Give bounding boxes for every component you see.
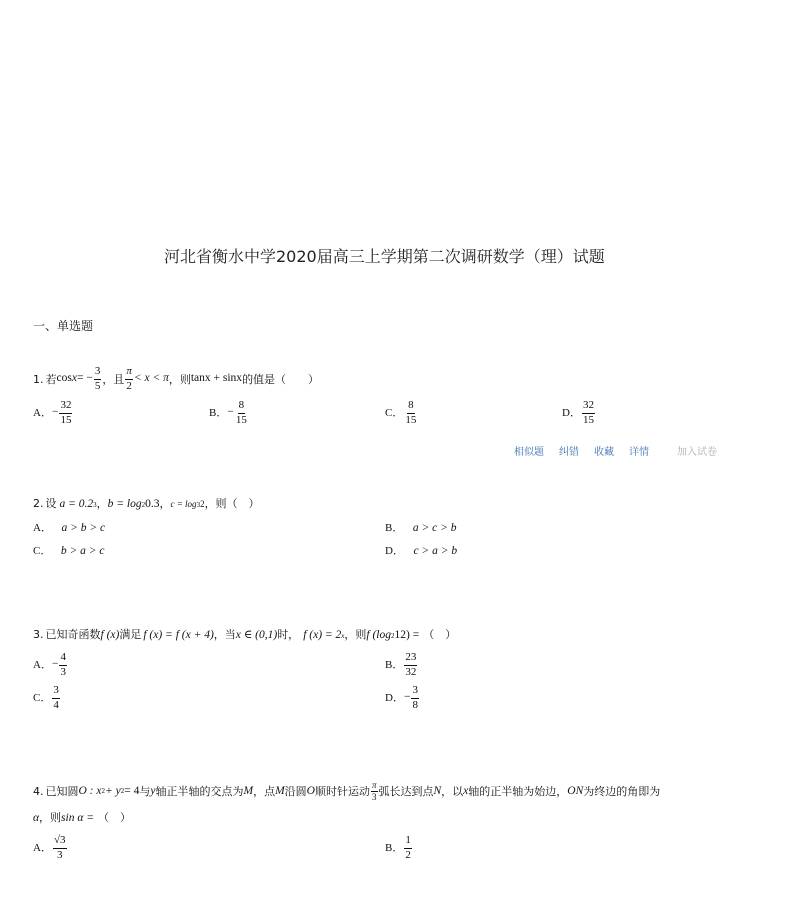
- question-text: 满足: [119, 628, 142, 641]
- math-ask: f (log: [366, 629, 391, 641]
- math-circle-tail: = 4: [124, 785, 140, 798]
- option-label: C．: [33, 545, 52, 557]
- question-4: [33, 781, 660, 803]
- option-d[interactable]: [385, 545, 457, 558]
- question-text: 已知圆: [45, 785, 79, 799]
- question-text: ，则（ ）: [204, 497, 260, 510]
- question-text: 弧长达到点: [378, 785, 434, 799]
- math-var: ON: [567, 785, 584, 798]
- fraction-numerator: √3: [53, 835, 67, 849]
- option-label: B．: [385, 841, 404, 854]
- math-c: c = log: [170, 499, 197, 509]
- fraction-denominator: 15: [60, 413, 72, 426]
- math-c-tail: 2: [200, 499, 205, 509]
- question-text: 设: [45, 497, 57, 510]
- option-b[interactable]: [385, 522, 456, 535]
- question-text: ，且: [102, 372, 125, 386]
- fraction-denominator: 15: [582, 413, 594, 426]
- math-fraction: [371, 781, 378, 803]
- question-text: 顺时针运动: [314, 785, 370, 799]
- math-var: y: [150, 785, 156, 798]
- similar-questions-link[interactable]: 相似题: [514, 447, 544, 458]
- math-var: x: [71, 372, 77, 385]
- question-text: 若: [45, 372, 57, 386]
- option-fraction: [404, 400, 417, 426]
- fraction-numerator: π: [371, 781, 378, 792]
- fraction-denominator: 15: [235, 413, 247, 426]
- option-label: A．: [33, 841, 52, 854]
- math-definition: f (x) = 2: [303, 629, 342, 641]
- math-cos: cos: [56, 372, 72, 385]
- math-exponent: x: [341, 632, 345, 640]
- option-a[interactable]: [33, 400, 73, 426]
- option-fraction: [59, 652, 67, 678]
- page-title: 河北省衡水中学2020届高三上学期第二次调研数学（理）试题: [164, 247, 605, 266]
- fraction-denominator: 15: [405, 413, 417, 426]
- option-c[interactable]: [385, 400, 418, 426]
- report-error-link[interactable]: 纠错: [559, 447, 579, 458]
- option-b[interactable]: [385, 835, 413, 861]
- option-a[interactable]: [33, 652, 68, 678]
- option-b[interactable]: [209, 400, 249, 426]
- option-fraction: [404, 652, 417, 678]
- math-fraction: [125, 366, 133, 392]
- option-sign: −: [51, 658, 59, 671]
- math-exponent: 3: [93, 501, 97, 509]
- math-exponent: 2: [120, 787, 125, 796]
- math-expression: tanx + sinx: [190, 372, 243, 385]
- option-b[interactable]: [385, 652, 418, 678]
- question-text: 为终边的角即为: [583, 785, 661, 799]
- fraction-denominator: 5: [94, 379, 101, 392]
- option-label: A．: [33, 522, 52, 534]
- fraction-denominator: 4: [53, 698, 59, 711]
- option-expression: a > b > c: [61, 522, 106, 534]
- option-label: B．: [385, 522, 404, 534]
- math-var: N: [433, 785, 442, 798]
- fraction-denominator: 32: [405, 665, 417, 678]
- option-expression: c > a > b: [413, 545, 458, 557]
- math-var: α: [33, 812, 40, 824]
- question-text: （ ）: [98, 811, 132, 824]
- math-subscript: 2: [141, 501, 146, 509]
- fraction-numerator: 3: [94, 366, 102, 380]
- question-text: ，点: [253, 785, 276, 799]
- option-label: D．: [385, 545, 404, 557]
- question-3: [33, 629, 456, 642]
- math-circle: O : x: [78, 785, 102, 798]
- option-a[interactable]: [33, 835, 68, 861]
- question-number: 3.: [33, 628, 44, 641]
- question-text: 轴的正半轴为始边，: [468, 785, 568, 799]
- math-sin: sin α =: [61, 812, 95, 824]
- question-text: 的值是（ ）: [242, 372, 320, 386]
- option-fraction: [235, 400, 248, 426]
- question-text: 轴正半轴的交点为: [155, 785, 244, 799]
- option-sign: −: [227, 406, 234, 419]
- option-a[interactable]: [33, 522, 105, 535]
- option-fraction: [582, 400, 595, 426]
- math-fx: f (x): [100, 629, 120, 641]
- question-4-cont: [33, 812, 131, 825]
- option-expression: a > c > b: [412, 522, 457, 534]
- separator: ，: [159, 497, 171, 510]
- fraction-denominator: 3: [371, 792, 377, 803]
- question-1: [33, 366, 319, 392]
- fraction-numerator: 1: [404, 835, 412, 849]
- section-heading: 一、单选题: [33, 319, 94, 333]
- question-text: ，以: [441, 785, 464, 799]
- option-label: A．: [33, 658, 52, 671]
- question-text: （ ）: [423, 628, 457, 641]
- option-d[interactable]: [562, 400, 596, 426]
- option-label: B．: [209, 406, 228, 419]
- math-var: O: [306, 785, 315, 798]
- math-eq: = −: [76, 372, 93, 385]
- fraction-denominator: 2: [405, 848, 411, 861]
- math-subscript: 3: [196, 501, 201, 509]
- option-d[interactable]: [385, 685, 420, 711]
- question-text: ，当: [213, 628, 236, 641]
- option-c[interactable]: [33, 545, 104, 558]
- math-range: < x < π: [133, 372, 169, 385]
- option-label: B．: [385, 658, 404, 671]
- option-label: C．: [33, 691, 52, 704]
- math-equation: f (x) = f (x + 4): [143, 629, 214, 641]
- question-text: 沿圆: [284, 785, 307, 799]
- math-subscript: 2: [391, 632, 395, 640]
- option-fraction: [52, 685, 60, 711]
- question-2: [33, 498, 260, 511]
- math-var: M: [275, 785, 285, 798]
- option-label: D．: [562, 406, 581, 419]
- fraction-numerator: 3: [411, 685, 419, 699]
- option-fraction: [404, 835, 412, 861]
- fraction-numerator: 23: [404, 652, 417, 666]
- option-label: C．: [385, 406, 404, 419]
- fraction-denominator: 3: [60, 665, 66, 678]
- option-c[interactable]: [33, 685, 61, 711]
- math-a: a = 0.2: [59, 498, 94, 510]
- question-text: ，则: [344, 628, 367, 641]
- fraction-denominator: 3: [56, 848, 63, 861]
- fraction-numerator: 32: [59, 400, 72, 414]
- fraction-numerator: 3: [52, 685, 60, 699]
- fraction-denominator: 2: [126, 379, 132, 392]
- option-expression: b > a > c: [60, 545, 105, 557]
- question-number: 4.: [33, 785, 44, 799]
- option-fraction: [411, 685, 419, 711]
- math-fraction: [94, 366, 102, 392]
- add-to-paper-button[interactable]: 加入试卷: [677, 447, 717, 458]
- question-number: 1.: [33, 372, 44, 386]
- question-text: 已知奇函数: [45, 628, 101, 641]
- math-b: b = log: [107, 498, 142, 510]
- option-label: A．: [33, 406, 52, 419]
- option-label: D．: [385, 691, 404, 704]
- question-text: 与: [139, 785, 151, 799]
- fraction-numerator: π: [125, 366, 133, 380]
- option-sign: −: [403, 691, 411, 704]
- math-circle-mid: + y: [105, 785, 121, 798]
- option-sign: −: [51, 406, 59, 419]
- favorite-link[interactable]: 收藏: [594, 447, 614, 458]
- question-number: 2.: [33, 497, 44, 510]
- question-text: ，则: [168, 372, 191, 386]
- math-ask-tail: 12) =: [394, 629, 420, 641]
- fraction-numerator: 32: [582, 400, 595, 414]
- details-link[interactable]: 详情: [629, 447, 649, 458]
- math-exponent: 2: [101, 787, 105, 796]
- math-var: M: [243, 785, 254, 798]
- math-condition: x ∈ (0,1): [235, 629, 278, 641]
- fraction-numerator: 8: [407, 400, 415, 414]
- fraction-denominator: 8: [412, 698, 418, 711]
- math-b-tail: 0.3: [145, 498, 160, 510]
- option-fraction: [53, 835, 67, 861]
- math-var: x: [463, 785, 469, 798]
- fraction-numerator: 4: [59, 652, 67, 666]
- fraction-numerator: 8: [238, 400, 246, 414]
- question-text: 时，: [277, 628, 300, 641]
- question-text: ，则: [39, 811, 62, 824]
- option-fraction: [59, 400, 72, 426]
- separator: ，: [96, 497, 108, 510]
